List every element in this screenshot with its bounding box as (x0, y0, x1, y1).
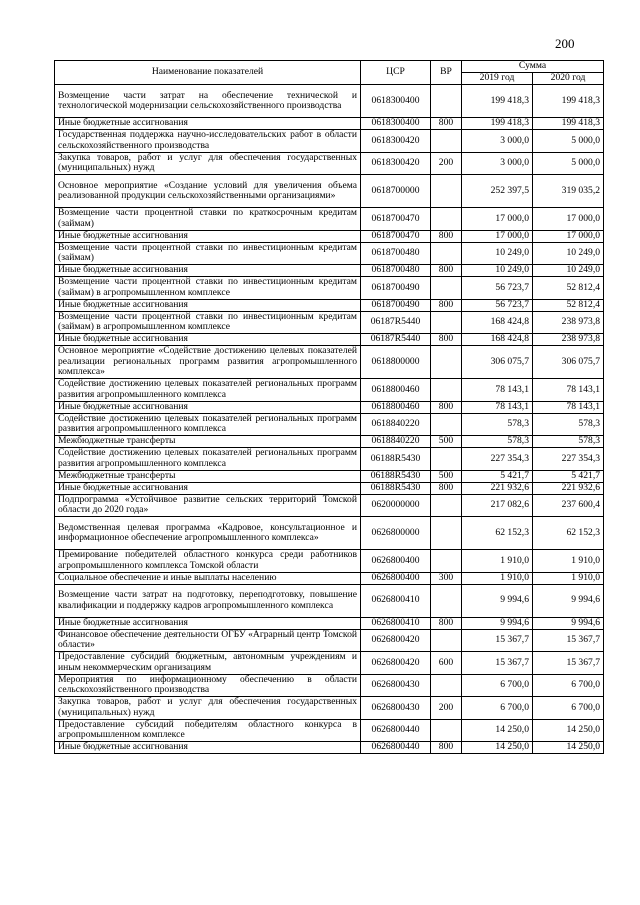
table-row (55, 550, 604, 573)
row-amount-2020: 238 973,8 (533, 311, 604, 334)
row-amount-2020: 10 249,0 (533, 265, 604, 277)
row-vr-code (431, 550, 462, 573)
budget-table (54, 60, 604, 754)
row-csr-code: 0626800400 (361, 550, 431, 573)
row-csr-code: 0626800420 (361, 652, 431, 675)
row-name: Возмещение части затрат на обеспечение технической и технологической модернизации сельскохозяйственного производства (55, 85, 361, 118)
row-csr-code: 0626800000 (361, 517, 431, 550)
row-amount-2019: 56 723,7 (462, 277, 533, 300)
row-vr-code: 800 (431, 118, 462, 130)
row-amount-2020: 319 035,2 (533, 175, 604, 208)
table-row (55, 617, 604, 629)
row-name: Иные бюджетные ассигнования (55, 742, 361, 754)
table-row (55, 130, 604, 153)
row-csr-code: 0626800400 (361, 572, 431, 584)
row-name: Государственная поддержка научно-исследовательских работ в области сельскохозяйственного производства (55, 130, 361, 153)
row-amount-2020: 15 367,7 (533, 629, 604, 652)
row-csr-code: 06188R5430 (361, 448, 431, 471)
row-amount-2019: 3 000,0 (462, 152, 533, 175)
row-vr-code (431, 413, 462, 436)
row-name: Премирование победителей областного конкурса среди работников агропромышленного комплекса Томской области (55, 550, 361, 573)
row-amount-2019: 227 354,3 (462, 448, 533, 471)
row-csr-code: 0618700480 (361, 265, 431, 277)
table-row (55, 482, 604, 494)
table-row (55, 652, 604, 675)
row-amount-2019: 15 367,7 (462, 652, 533, 675)
row-amount-2020: 199 418,3 (533, 118, 604, 130)
row-vr-code: 800 (431, 482, 462, 494)
row-amount-2019: 3 000,0 (462, 130, 533, 153)
row-csr-code: 0618300420 (361, 130, 431, 153)
table-row (55, 436, 604, 448)
header-name: Наименование показателей (55, 61, 361, 85)
table-row (55, 334, 604, 346)
table-row (55, 494, 604, 517)
row-vr-code: 200 (431, 697, 462, 720)
row-vr-code: 800 (431, 742, 462, 754)
row-csr-code: 0620000000 (361, 494, 431, 517)
row-amount-2019: 9 994,6 (462, 617, 533, 629)
row-vr-code (431, 719, 462, 742)
row-name: Основное мероприятие «Создание условий для увеличения объема реализованной продукции сельскохозяйственными организациями» (55, 175, 361, 208)
table-row (55, 175, 604, 208)
row-amount-2019: 578,3 (462, 413, 533, 436)
row-amount-2020: 9 994,6 (533, 584, 604, 617)
row-name: Межбюджетные трансферты (55, 436, 361, 448)
row-amount-2019: 10 249,0 (462, 242, 533, 265)
row-vr-code: 300 (431, 572, 462, 584)
row-name: Иные бюджетные ассигнования (55, 482, 361, 494)
row-csr-code: 0618840220 (361, 413, 431, 436)
row-amount-2020: 578,3 (533, 436, 604, 448)
row-amount-2020: 1 910,0 (533, 572, 604, 584)
row-amount-2020: 52 812,4 (533, 299, 604, 311)
row-amount-2020: 10 249,0 (533, 242, 604, 265)
row-vr-code (431, 311, 462, 334)
row-vr-code (431, 517, 462, 550)
header-sum: Сумма (462, 61, 604, 73)
row-name: Предоставление субсидий победителям областного конкурса в агропромышленном комплексе (55, 719, 361, 742)
row-amount-2020: 5 000,0 (533, 152, 604, 175)
row-vr-code (431, 346, 462, 379)
row-name: Социальное обеспечение и иные выплаты населению (55, 572, 361, 584)
row-amount-2020: 78 143,1 (533, 379, 604, 402)
row-amount-2019: 221 932,6 (462, 482, 533, 494)
row-amount-2019: 62 152,3 (462, 517, 533, 550)
header-2019: 2019 год (462, 73, 533, 85)
row-name: Иные бюджетные ассигнования (55, 617, 361, 629)
table-row (55, 629, 604, 652)
row-amount-2019: 6 700,0 (462, 674, 533, 697)
table-row (55, 311, 604, 334)
row-amount-2020: 14 250,0 (533, 742, 604, 754)
row-name: Основное мероприятие «Содействие достижению целевых показателей реализации региональных программ развития агропромышленного комплекса» (55, 346, 361, 379)
row-vr-code (431, 208, 462, 231)
row-vr-code (431, 379, 462, 402)
row-amount-2019: 306 075,7 (462, 346, 533, 379)
row-vr-code (431, 130, 462, 153)
row-name: Возмещение части затрат на подготовку, переподготовку, повышение квалификации и поддержку кадров агропромышленного комплекса (55, 584, 361, 617)
row-csr-code: 0626800430 (361, 697, 431, 720)
row-name: Возмещение части процентной ставки по инвестиционным кредитам (займам) (55, 242, 361, 265)
row-amount-2020: 237 600,4 (533, 494, 604, 517)
row-csr-code: 06188R5430 (361, 482, 431, 494)
row-csr-code: 0626800440 (361, 719, 431, 742)
row-amount-2019: 14 250,0 (462, 742, 533, 754)
row-amount-2020: 5 000,0 (533, 130, 604, 153)
row-csr-code: 0618700490 (361, 299, 431, 311)
row-csr-code: 0618840220 (361, 436, 431, 448)
row-amount-2020: 14 250,0 (533, 719, 604, 742)
row-vr-code (431, 242, 462, 265)
row-name: Возмещение части процентной ставки по инвестиционным кредитам (займам) в агропромышленном комплексе (55, 277, 361, 300)
table-row (55, 584, 604, 617)
row-amount-2019: 78 143,1 (462, 401, 533, 413)
row-name: Иные бюджетные ассигнования (55, 334, 361, 346)
table-row (55, 265, 604, 277)
row-csr-code: 06187R5440 (361, 334, 431, 346)
row-csr-code: 06188R5430 (361, 470, 431, 482)
row-amount-2019: 56 723,7 (462, 299, 533, 311)
row-name: Мероприятия по информационному обеспечению в области сельскохозяйственного производства (55, 674, 361, 697)
row-vr-code: 600 (431, 652, 462, 675)
table-row (55, 379, 604, 402)
row-amount-2020: 17 000,0 (533, 230, 604, 242)
row-name: Подпрограмма «Устойчивое развитие сельских территорий Томской области до 2020 года» (55, 494, 361, 517)
table-row (55, 277, 604, 300)
row-amount-2019: 252 397,5 (462, 175, 533, 208)
table-row (55, 413, 604, 436)
row-csr-code: 0618700470 (361, 208, 431, 231)
row-amount-2019: 1 910,0 (462, 572, 533, 584)
row-csr-code: 0626800410 (361, 617, 431, 629)
row-amount-2019: 15 367,7 (462, 629, 533, 652)
row-vr-code (431, 175, 462, 208)
row-amount-2020: 6 700,0 (533, 697, 604, 720)
row-vr-code (431, 448, 462, 471)
row-vr-code: 500 (431, 470, 462, 482)
row-amount-2020: 238 973,8 (533, 334, 604, 346)
header-vr: ВР (431, 61, 462, 85)
row-amount-2020: 9 994,6 (533, 617, 604, 629)
row-csr-code: 0618800460 (361, 401, 431, 413)
row-amount-2019: 17 000,0 (462, 230, 533, 242)
table-row (55, 152, 604, 175)
row-amount-2019: 78 143,1 (462, 379, 533, 402)
row-name: Закупка товаров, работ и услуг для обеспечения государственных (муниципальных) нужд (55, 697, 361, 720)
row-csr-code: 0618700490 (361, 277, 431, 300)
row-amount-2020: 15 367,7 (533, 652, 604, 675)
row-amount-2019: 6 700,0 (462, 697, 533, 720)
table-row (55, 517, 604, 550)
row-name: Содействие достижению целевых показателей региональных программ развития агропромышленного комплекса (55, 413, 361, 436)
header-csr: ЦСР (361, 61, 431, 85)
table-row (55, 85, 604, 118)
row-name: Содействие достижению целевых показателей региональных программ развития агропромышленного комплекса (55, 448, 361, 471)
table-header (55, 61, 604, 85)
row-name: Иные бюджетные ассигнования (55, 118, 361, 130)
row-name: Иные бюджетные ассигнования (55, 265, 361, 277)
row-csr-code: 0626800420 (361, 629, 431, 652)
row-csr-code: 0626800430 (361, 674, 431, 697)
row-vr-code (431, 85, 462, 118)
row-vr-code: 800 (431, 230, 462, 242)
row-name: Иные бюджетные ассигнования (55, 401, 361, 413)
row-vr-code: 200 (431, 152, 462, 175)
row-name: Закупка товаров, работ и услуг для обеспечения государственных (муниципальных) нужд (55, 152, 361, 175)
row-amount-2020: 78 143,1 (533, 401, 604, 413)
row-name: Возмещение части процентной ставки по инвестиционным кредитам (займам) в агропромышленном комплексе (55, 311, 361, 334)
table-row (55, 230, 604, 242)
row-csr-code: 0618700470 (361, 230, 431, 242)
row-csr-code: 0618700480 (361, 242, 431, 265)
table-row (55, 208, 604, 231)
row-vr-code (431, 584, 462, 617)
row-amount-2020: 578,3 (533, 413, 604, 436)
row-amount-2019: 14 250,0 (462, 719, 533, 742)
row-amount-2019: 17 000,0 (462, 208, 533, 231)
row-csr-code: 0618700000 (361, 175, 431, 208)
table-row (55, 401, 604, 413)
table-row (55, 346, 604, 379)
row-amount-2019: 1 910,0 (462, 550, 533, 573)
row-vr-code: 800 (431, 617, 462, 629)
row-csr-code: 0626800410 (361, 584, 431, 617)
row-name: Финансовое обеспечение деятельности ОГБУ «Аграрный центр Томской области» (55, 629, 361, 652)
row-csr-code: 0626800440 (361, 742, 431, 754)
row-amount-2019: 10 249,0 (462, 265, 533, 277)
row-amount-2020: 1 910,0 (533, 550, 604, 573)
row-amount-2020: 227 354,3 (533, 448, 604, 471)
row-vr-code: 800 (431, 265, 462, 277)
row-amount-2020: 62 152,3 (533, 517, 604, 550)
row-amount-2020: 199 418,3 (533, 85, 604, 118)
row-amount-2019: 168 424,8 (462, 334, 533, 346)
row-amount-2020: 221 932,6 (533, 482, 604, 494)
row-amount-2019: 9 994,6 (462, 584, 533, 617)
row-name: Предоставление субсидий бюджетным, автономным учреждениям и иным некоммерческим организациям (55, 652, 361, 675)
table-row (55, 470, 604, 482)
row-amount-2020: 5 421,7 (533, 470, 604, 482)
table-body (55, 85, 604, 754)
row-csr-code: 0618300420 (361, 152, 431, 175)
row-vr-code: 800 (431, 299, 462, 311)
row-amount-2020: 6 700,0 (533, 674, 604, 697)
row-vr-code: 800 (431, 401, 462, 413)
row-csr-code: 0618300400 (361, 118, 431, 130)
row-amount-2020: 17 000,0 (533, 208, 604, 231)
row-amount-2019: 578,3 (462, 436, 533, 448)
table-row (55, 299, 604, 311)
row-csr-code: 0618800460 (361, 379, 431, 402)
row-amount-2019: 199 418,3 (462, 85, 533, 118)
table-row (55, 674, 604, 697)
row-name: Иные бюджетные ассигнования (55, 230, 361, 242)
row-vr-code (431, 494, 462, 517)
row-name: Межбюджетные трансферты (55, 470, 361, 482)
row-name: Иные бюджетные ассигнования (55, 299, 361, 311)
row-vr-code (431, 277, 462, 300)
row-amount-2019: 217 082,6 (462, 494, 533, 517)
table-row (55, 697, 604, 720)
table-row (55, 448, 604, 471)
row-name: Ведомственная целевая программа «Кадровое, консультационное и информационное обеспечение агропромышленного комплекса» (55, 517, 361, 550)
row-vr-code: 800 (431, 334, 462, 346)
row-csr-code: 0618800000 (361, 346, 431, 379)
row-name: Возмещение части процентной ставки по краткосрочным кредитам (займам) (55, 208, 361, 231)
table-row (55, 572, 604, 584)
row-csr-code: 0618300400 (361, 85, 431, 118)
row-amount-2019: 168 424,8 (462, 311, 533, 334)
row-name: Содействие достижению целевых показателей региональных программ развития агропромышленного комплекса (55, 379, 361, 402)
row-amount-2019: 5 421,7 (462, 470, 533, 482)
header-2020: 2020 год (533, 73, 604, 85)
row-csr-code: 06187R5440 (361, 311, 431, 334)
page-number: 200 (555, 36, 575, 51)
table-row (55, 742, 604, 754)
table-row (55, 719, 604, 742)
row-vr-code (431, 629, 462, 652)
row-amount-2020: 52 812,4 (533, 277, 604, 300)
row-vr-code (431, 674, 462, 697)
row-amount-2019: 199 418,3 (462, 118, 533, 130)
row-amount-2020: 306 075,7 (533, 346, 604, 379)
row-vr-code: 500 (431, 436, 462, 448)
table-row (55, 242, 604, 265)
table-row (55, 118, 604, 130)
